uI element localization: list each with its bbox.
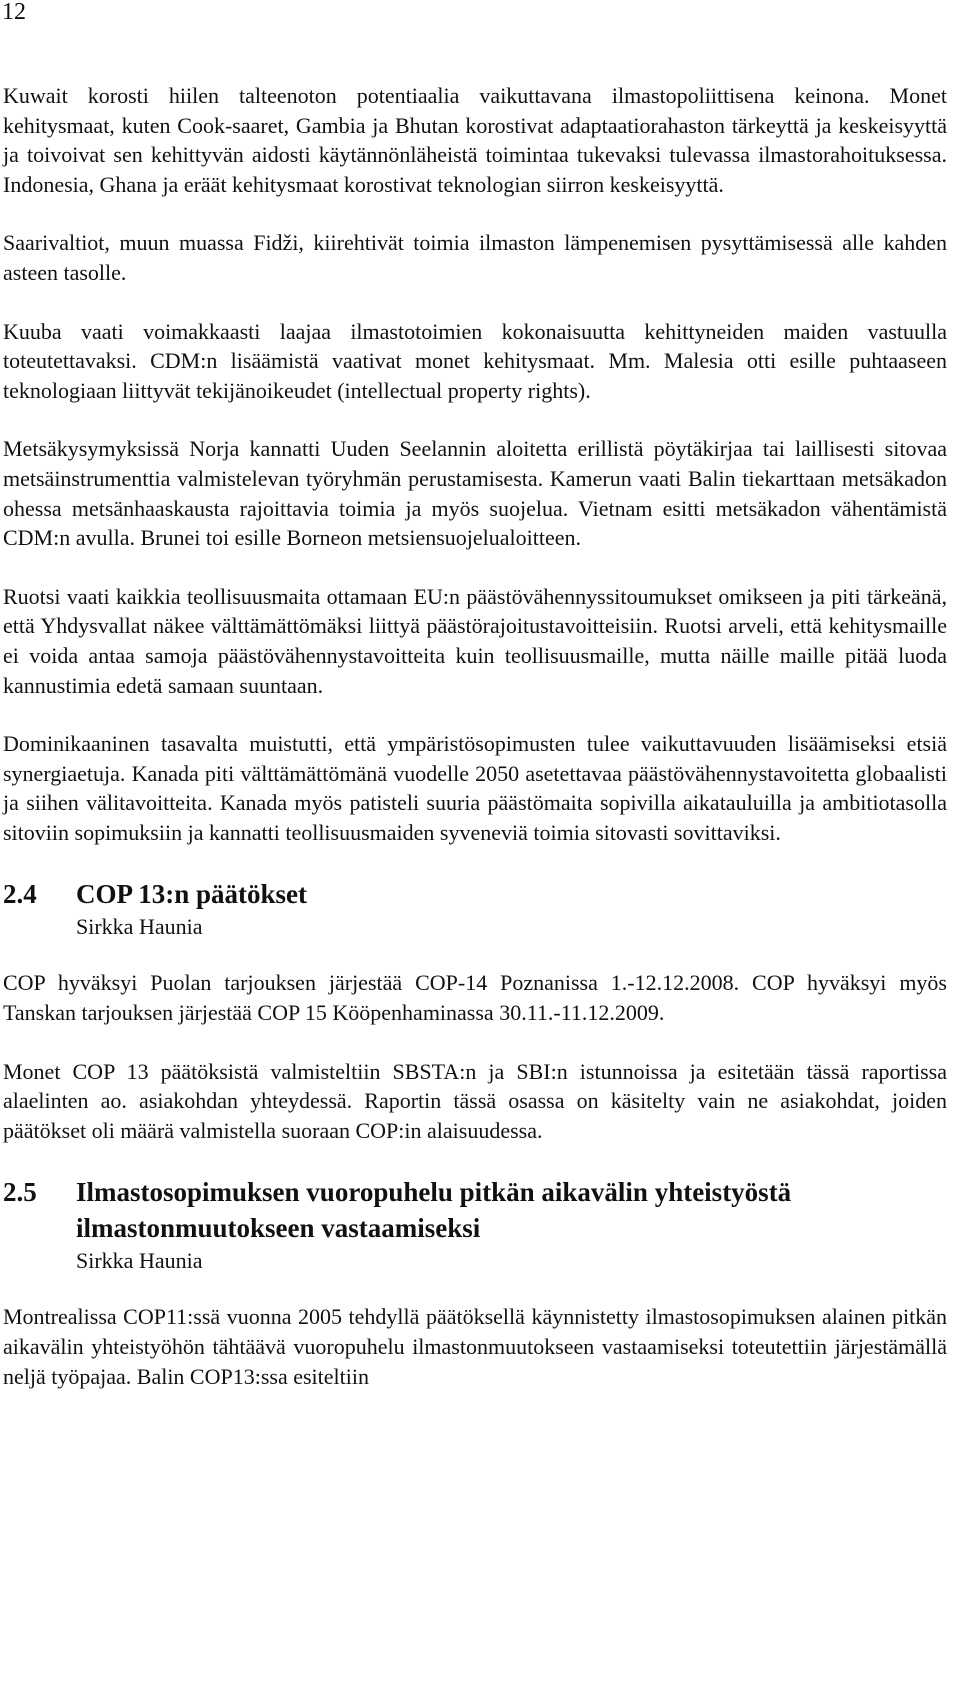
section-number: 2.5: [3, 1177, 37, 1208]
section-title-text: COP 13:n päätökset: [76, 879, 308, 910]
section-number: 2.4: [3, 879, 37, 910]
paragraph-sweden: Ruotsi vaati kaikkia teollisuusmaita ottamaan EU:n päästövähennyssitoumukset omikseen ja piti tärkeänä, että Yhdysvallat näkee välttämättömäksi liittyä päästörajoitustavoitteisiin. Ruotsi arveli, että kehitysmaille ei voida antaa samoja päästövähennystavoitteita kuin teollisuusmaille, mutta näille maille pitää luoda kannustimia edetä samaan suuntaan.: [3, 583, 947, 698]
page-number: 12: [2, 0, 26, 25]
section-author: Sirkka Haunia: [76, 914, 203, 940]
section-heading-2-4: [3, 876, 947, 942]
paragraph-island-states: Saarivaltiot, muun muassa Fidži, kiirehtivät toimia ilmaston lämpenemisen pysyttämisessä alle kahden asteen tasolle.: [3, 230, 947, 285]
paragraph-dominican-canada: Dominikaaninen tasavalta muistutti, että ympäristösopimusten tulee vaikuttavuuden lisäämiseksi etsiä synergiaetuja. Kanada piti välttämättömänä vuodelle 2050 asetettavaa päästövähennystavoitetta globaalisti ja siihen välitavoitteita. Kanada myös patisteli suuria päästömaita sopivilla aikatauluilla ja ambitiotasolla sitoviin sopimuksiin ja kannatti teollisuusmaiden syveneviä toimia sitovasti sovittaviksi.: [3, 731, 947, 845]
paragraph-cdm-adaptation: Kuwait korosti hiilen talteenoton potentiaalia vaikuttavana ilmastopoliittisena keinona. Monet kehitysmaat, kuten Cook-saaret, Gambia ja Bhutan korostivat adaptaatiorahaston tärkeyttä ja keskeisyyttä ja toivoivat sen kehittyvän aidosti käytännönläheistä toimintaa tukevaksi tulevassa ilmastorahoituksessa. Indonesia, Ghana ja eräät kehitysmaat korostivat teknologian siirron keskeisyyttä.: [3, 83, 947, 197]
section-heading-2-5: [3, 1174, 947, 1276]
paragraph-cop-hosts: COP hyväksyi Puolan tarjouksen järjestää COP-14 Poznanissa 1.-12.12.2008. COP hyväksyi myös Tanskan tarjouksen järjestää COP 15 Kööpenhaminassa 30.11.-11.12.2009.: [3, 970, 947, 1026]
paragraph-cop-decisions: Monet COP 13 päätöksistä valmisteltiin SBSTA:n ja SBI:n istunnoissa ja esitetään tässä raportissa alaelinten ao. asiakohdan yhteydessä. Raportin tässä osassa on käsitelty vain ne asiakohdat, joiden päätökset oli määrä valmistella suoraan COP:in alaisuudessa.: [3, 1058, 947, 1143]
paragraph-cuba: Kuuba vaati voimakkaasti laajaa ilmastotoimien kokonaisuutta kehittyneiden maiden vastuulla toteutettavaksi. CDM:n lisäämistä vaativat monet kehitysmaat. Mm. Malesia otti esille puhtaaseen teknologiaan liittyvät tekijänoikeudet (intellectual property rights).: [3, 318, 947, 403]
document-body: [3, 81, 947, 1420]
paragraph-forests: Metsäkysymyksissä Norja kannatti Uuden Seelannin aloitetta erillistä pöytäkirjaa tai laillisesti sitovaa metsäinstrumenttia valmistelevan työryhmän perustamisesta. Kamerun vaati Balin tiekarttaan metsäkadon ohessa metsänhaaskausta rajoittavia toimia ja myös suojelua. Vietnam esitti metsäkadon vähentämistä CDM:n avulla. Brunei toi esille Borneon metsiensuojelualoitteen.: [3, 436, 947, 551]
section-author: Sirkka Haunia: [76, 1248, 203, 1274]
section-title: [3, 1174, 947, 1246]
section-title-text: Ilmastosopimuksen vuoropuhelu pitkän aikavälin yhteistyöstä ilmastonmuutokseen vastaamiseksi: [76, 1177, 792, 1244]
section-title: [3, 876, 947, 912]
paragraph-montreal-dialogue: Montrealissa COP11:ssä vuonna 2005 tehdyllä päätöksellä käynnistetty ilmastosopimuksen alainen pitkän aikavälin yhteistyöhön tähtäävä vuoropuhelu ilmastonmuutokseen vastaamiseksi toteutettiin järjestämällä neljä työpajaa. Balin COP13:ssa esiteltiin: [3, 1304, 947, 1389]
